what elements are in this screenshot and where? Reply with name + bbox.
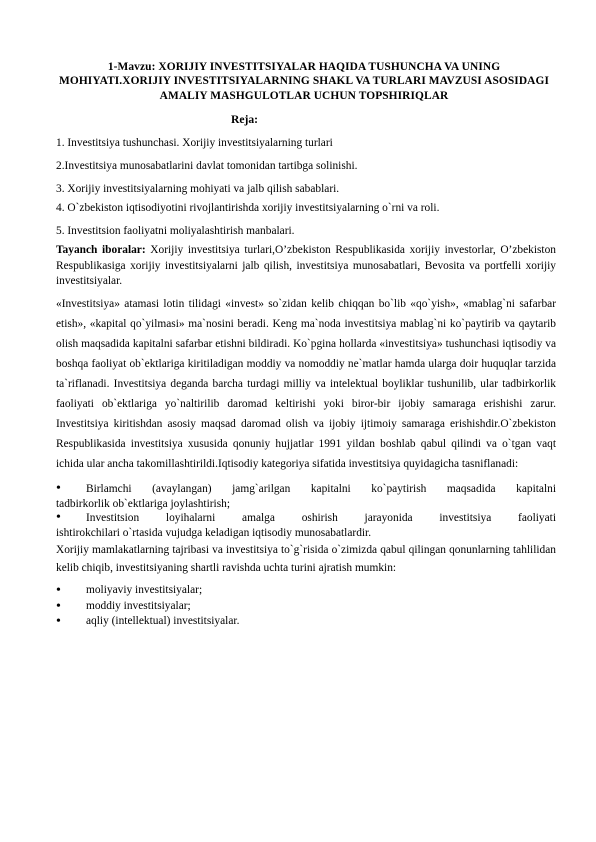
list-item-text: aqliy (intellektual) investitsiyalar. [86, 615, 240, 628]
types-list [56, 583, 556, 630]
list-item-text: moddiy investitsiyalar; [86, 599, 191, 612]
bullet-icon: • [56, 480, 61, 496]
keywords-text: Xorijiy investitsiya turlari,O’zbekiston Respublikasida xorijiy investorlar, O’zbekiston Respublikasiga xorijiy investitsiyalarni jalb qilish, investitsiya munosabatlari, Bevosita va portfelli xorijiy investitsiyalar. [56, 244, 556, 288]
list-item [56, 511, 556, 526]
bullet-text-first: Investitsion loyihalarni amalga oshirish jarayonida investitsiya faoliyati [86, 512, 556, 525]
plan-item-4: 4. O`zbekiston iqtisodiyotini rivojlantirishda xorijiy investitsiyalarning o`rni va roli. [56, 202, 440, 215]
list-item [56, 583, 556, 599]
plan-item-2: 2.Investitsiya munosabatlarini davlat tomonidan tartibga solinishi. [56, 160, 358, 173]
keywords-paragraph [56, 243, 556, 290]
plan-heading: Reja: [231, 113, 259, 127]
list-item [56, 482, 556, 497]
list-item-text: moliyaviy investitsiyalar; [86, 583, 203, 596]
bullet-icon: • [56, 598, 61, 614]
plan-item-3: 3. Xorijiy investitsiyalarning mohiyati va jalb qilish sabablari. [56, 183, 340, 196]
bullet-text-first: Birlamchi (avaylangan) jamg`arilgan kapitalni ko`paytirish maqsadida kapitalni [86, 482, 556, 495]
keywords-label: Tayanch iboralar: [56, 244, 146, 257]
document-title: 1-Mavzu: XORIJIY INVESTITSIYALAR HAQIDA TUSHUNCHA VA UNING MOHIYATI.XORIJIY INVESTITSIYALARNING SHAKL VA TURLARI MAVZUSI ASOSIDAGI AMALIY MASHGULOTLAR UCHUN TOPSHIRIQLAR [59, 61, 549, 102]
bullet-text-rest: ishtirokchilari o`rtasida vujudga keladigan iqtisodiy munosabatlardir. [56, 527, 372, 540]
bullet-icon: • [56, 510, 61, 526]
main-paragraph: «Investitsiya» atamasi lotin tilidagi «invest» so`zidan kelib chiqqan bo`lib «qo`yish», «mablag`ni safarbar etish», «kapital qo`yilmasi» ma`nosini beradi. Keng ma`noda investitsiya mablag`ni ko`paytirib va qaytarib olish maqsadida kapitalni safarbar etishni bildiradi. Ko`pgina hollarda «investitsiya» tushunchasi iqtisodiy va boshqa faoliyat ob`ektlariga kiritiladigan moddiy va nomoddiy ne`matlar hamda ularga doir huquqlar tarzida ta`riflanadi. Investitsiya deganda barcha turdagi milliy va intelektual boyliklar tushunilib, ular tadbirkorlik faoliyati ob`ektlariga yo`naltirilib daromad keltirishi yoki biror-bir ijobiy samaraga erishishi zarur. Investitsiya kiritishdan asosiy maqsad daromad olish va ijobiy ijtimoiy samaraga erishishdir.O`zbekiston Respublikasida investitsiya xususida qonuniy hujjatlar 1991 yildan boshlab qabul qilindi va o`tgan vaqt ichida ular ancha takomillashtirildi.Iqtisodiy kategoriya sifatida investitsiya quyidagicha tasniflanadi: [56, 297, 556, 470]
classification-list [56, 482, 556, 541]
list-item [56, 614, 556, 630]
plan-item-1: 1. Investitsiya tushunchasi. Xorijiy investitsiyalarning turlari [56, 137, 333, 150]
types-paragraph: Xorijiy mamlakatlarning tajribasi va investitsiya to`g`risida o`zimizda qabul qilingan qonunlarning tahlilidan kelib chiqib, investitsiyaning shartli ravishda uchta turini ajratish mumkin: [56, 543, 556, 574]
list-item [56, 599, 556, 615]
bullet-icon: • [56, 614, 61, 630]
bullet-text-rest: tadbirkorlik ob`ektlariga joylashtirish; [56, 497, 230, 510]
plan-list [56, 136, 556, 238]
bullet-icon: • [56, 582, 61, 598]
plan-item-5: 5. Investitsion faoliyatni moliyalashtirish manbalari. [56, 225, 295, 238]
